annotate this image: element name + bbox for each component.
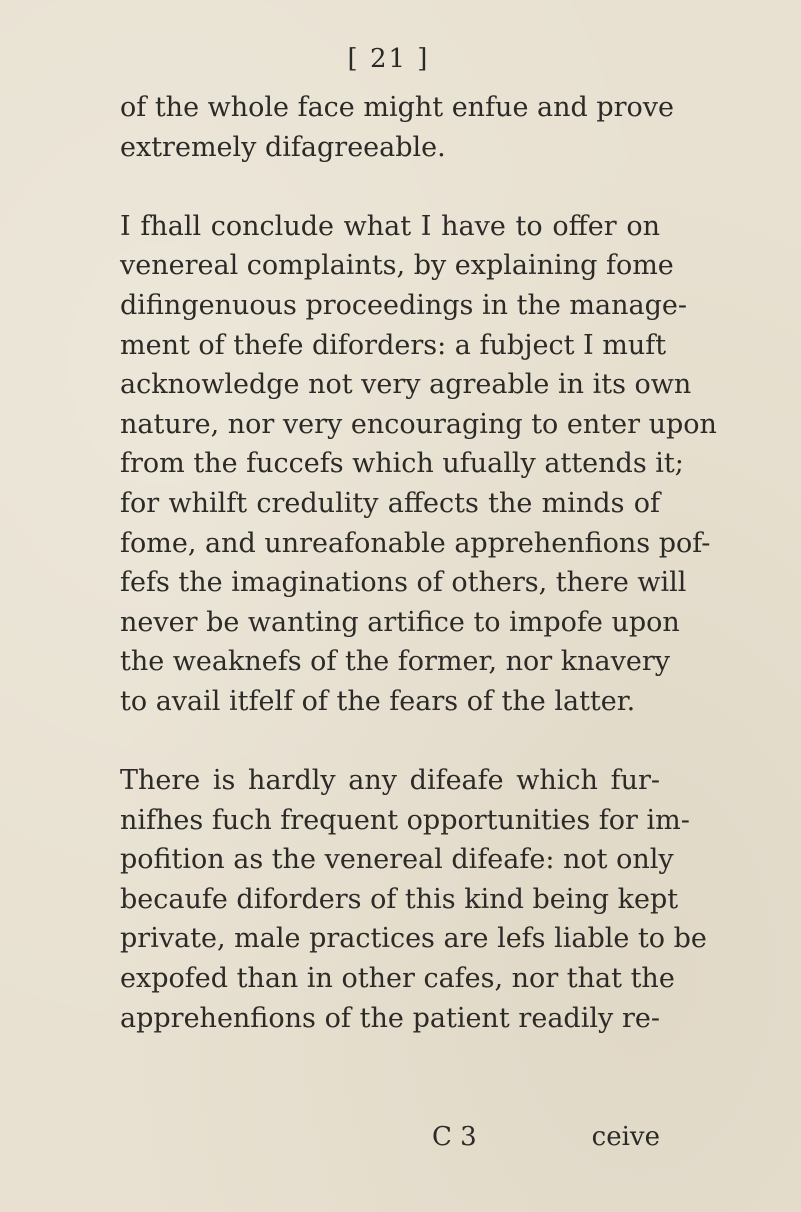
text-line: nature, nor very encouraging to enter upon [120,408,717,440]
text-line: pofition as the venereal difeafe: not only [120,844,674,876]
paragraph-gap [120,722,660,762]
text-line: for whilft credulity affects the minds of [120,487,660,519]
text-line: acknowledge not very agreable in its own [120,369,692,401]
text-line: fome, and unreafonable apprehenfions pof- [120,527,711,559]
text-line: difingenuous proceedings in the manage- [120,289,687,321]
text-line: private, male practices are lefs liable to be [120,923,707,955]
text-line: fefs the imaginations of others, there will [120,567,687,599]
text-line: apprehenfions of the patient readily re- [120,1002,660,1034]
text-line: expofed than in other cafes, nor that the [120,963,675,995]
text-line: There is hardly any difeafe which fur- [120,765,660,797]
text-line: extremely difagreeable. [120,131,446,163]
signature-mark: C 3 [432,1122,477,1152]
text-line: ment of thefe diforders: a fubject I muft [120,329,667,361]
text-line: of the whole face might enfue and prove [120,92,675,123]
text-line: becaufe diforders of this kind being kept [120,883,679,915]
catchword: ceive [591,1122,660,1152]
text-line: nifhes fuch frequent opportunities for im- [120,804,690,836]
text-line: never be wanting artifice to impofe upon [120,606,680,638]
paragraph-gap [120,167,660,207]
page-number: [ 21 ] [347,44,430,74]
body-text [120,88,717,1038]
text-line: I fhall conclude what I have to offer on [120,210,660,242]
text-line: from the fuccefs which ufually attends it; [120,448,684,480]
text-line: to avail itfelf of the fears of the latter. [120,685,636,717]
text-line: the weaknefs of the former, nor knavery [120,646,670,678]
text-line: venereal complaints, by explaining fome [120,250,674,282]
